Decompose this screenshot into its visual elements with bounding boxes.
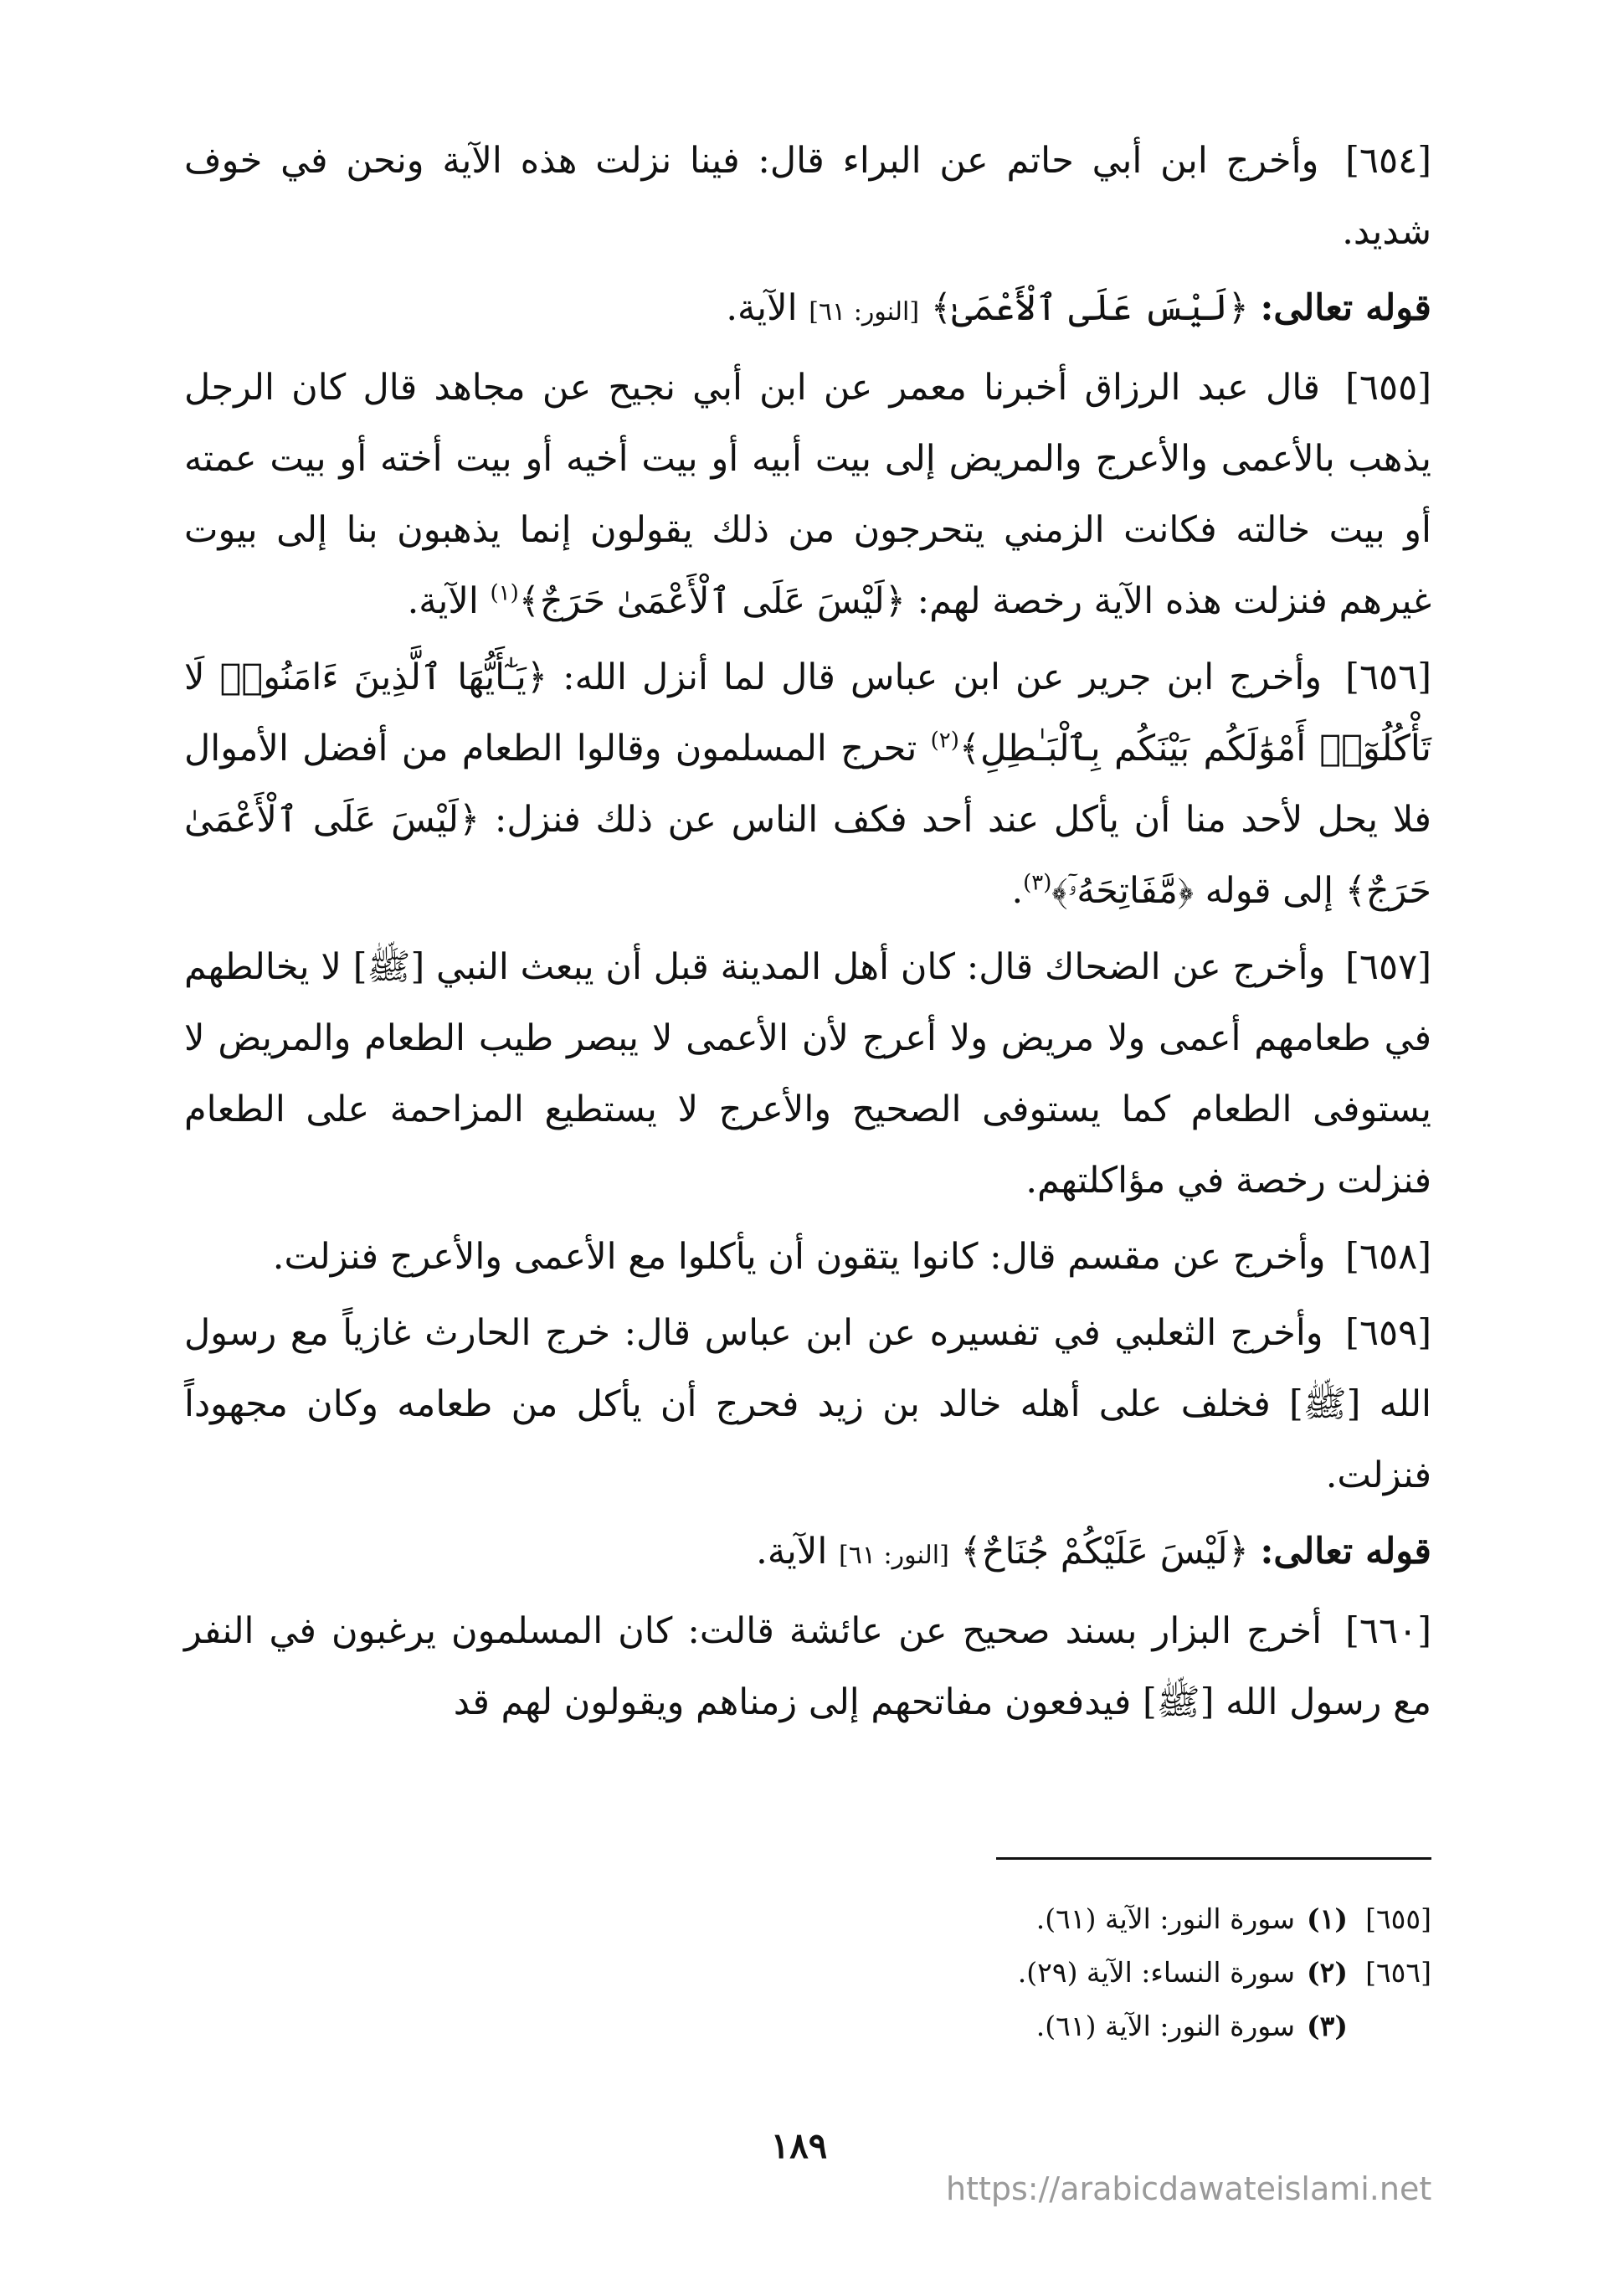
paragraph-text: وأخرج عن الضحاك قال: كان أهل المدينة قبل أن يبعث النبي [ﷺ] لا يخالطهم في طعامهم أعمى ولا مريض ولا أعرج لأن الأعمى لا يبصر طيب الطعام والمريض لا يستوفى الطعام كما يستوفى الصحيح والأعرج لا يستطيع المزاحمة على الطعام فنزلت رخصة في مؤاكلتهم. [184,946,1431,1202]
footnote-paragraph-ref: [٦٥٥] [1365,1902,1431,1935]
heading-tail: الآية. [756,1531,828,1573]
paragraph-655 [184,353,1431,637]
paragraph-number: [٦٥٧] [1345,946,1431,988]
footnote-item [678,2000,1431,2053]
paragraph-number: [٦٦٠] [1345,1610,1431,1652]
footnote-paragraph-ref: [٦٥٦] [1365,1956,1431,1989]
quran-quote: ﴿لَيْسَ عَلَى ٱلْأَعْمَىٰ﴾ [930,287,1249,329]
footnote-text: سورة النور: الآية (٦١). [1035,1902,1296,1935]
watermark-url: https://arabicdawateislami.net [946,2170,1432,2207]
footnote-item [678,1946,1431,2000]
paragraph-text: وأخرج الثعلبي في تفسيره عن ابن عباس قال: خرج الحارث غازياً مع رسول الله [ﷺ] فخلف على أهله خالد بن زيد فحرج أن يأكل من طعامه وكان مجهوداً فنزلت. [184,1312,1431,1496]
paragraph-657 [184,932,1431,1217]
quran-quote: ﴿لَيْسَ عَلَيْكُمْ جُنَاحٌ﴾ [960,1531,1249,1573]
footnote-marker: (١) [490,580,519,606]
quran-quote: ﴿لَيْسَ عَلَى ٱلْأَعْمَىٰ حَرَجٌ﴾ [518,580,906,622]
paragraph-tail: الآية. [407,580,479,622]
footnote-marker: (٣) [1023,870,1052,896]
paragraph-text: وأخرج ابن أبي حاتم عن البراء قال: فينا نزلت هذه الآية ونحن في خوف شديد. [184,140,1431,253]
footnote-number: (٣) [1307,2010,1348,2042]
footnote-number: (٢) [1307,1956,1348,1989]
paragraph-654 [184,126,1431,268]
page-body [184,126,1431,1743]
footnote-separator [996,1857,1431,1860]
footnote-marker: (٢) [930,728,959,754]
paragraph-text: تحرج المسلمون وقالوا الطعام من أفضل الأموال فلا يحل لأحد منا أن يأكل عند أحد فكف الناس عن ذلك فنزل: [184,728,1431,841]
verse-reference: [النور: ٦١] [839,1541,949,1570]
verse-reference: [النور: ٦١] [809,297,920,327]
quran-quote: ﴿لَيْسَ عَلَى ٱلْأَعْمَىٰ حَرَجٌ﴾ [184,799,1431,912]
verse-heading-2 [184,1516,1431,1591]
paragraph-number: [٦٥٤] [1345,140,1431,182]
paragraph-tail: . [1011,870,1024,912]
footnote-text: سورة النور: الآية (٦١). [1035,2010,1296,2042]
paragraph-text: قال عبد الرزاق أخبرنا معمر عن ابن أبي نجيح عن مجاهد قال كان الرجل يذهب بالأعمى والأعرج والمريض إلى بيت أبيه أو بيت أخيه أو بيت أخته أو بيت عمته أو بيت خالته فكانت الزمني يتحرجون من ذلك يقولون إنما يذهبون بنا إلى بيوت غيرهم فنزلت هذه الآية رخصة لهم: [184,367,1431,622]
paragraph-number: [٦٥٩] [1345,1312,1432,1354]
verse-heading-1 [184,273,1431,347]
paragraph-text: أخرج البزار بسند صحيح عن عائشة قالت: كان المسلمون يرغبون في النفر مع رسول الله [ﷺ] فيدفعون مفاتحهم إلى زمناهم ويقولون لهم قد [184,1610,1431,1723]
footnote-number: (١) [1307,1902,1348,1935]
paragraph-number: [٦٥٥] [1345,367,1431,409]
paragraph-656 [184,642,1431,927]
footnote-text: سورة النساء: الآية (٢٩). [1017,1956,1296,1989]
paragraph-660 [184,1596,1431,1738]
paragraph-text: إلى قوله [1205,870,1334,912]
heading-lead: قوله تعالى: [1260,287,1431,329]
paragraph-text: وأخرج ابن جرير عن ابن عباس قال لما أنزل الله: [563,656,1323,698]
page-number: ١٨٩ [770,2125,828,2166]
footnote-item [678,1892,1431,1946]
quran-quote: ﴿يَـٰٓأَيُّهَا ٱلَّذِينَ ءَامَنُوا۟ لَا تَأْكُلُوٓا۟ أَمْوَٰلَكُم بَيْنَكُم بِٱلْبَـٰطِلِ﴾ [184,656,1432,770]
heading-tail: الآية. [726,287,798,329]
footnote-paragraph-ref [1359,2000,1431,2053]
heading-lead: قوله تعالى: [1260,1531,1431,1573]
paragraph-number: [٦٥٦] [1345,656,1432,698]
paragraph-658 [184,1222,1431,1293]
quran-quote: ﴿مَّفَاتِحَهُۥٓ﴾ [1051,870,1194,912]
paragraph-text: وأخرج عن مقسم قال: كانوا يتقون أن يأكلوا مع الأعمى والأعرج فنزلت. [272,1236,1326,1278]
footnotes [678,1892,1431,2053]
paragraph-number: [٦٥٨] [1345,1236,1431,1278]
paragraph-659 [184,1298,1431,1511]
